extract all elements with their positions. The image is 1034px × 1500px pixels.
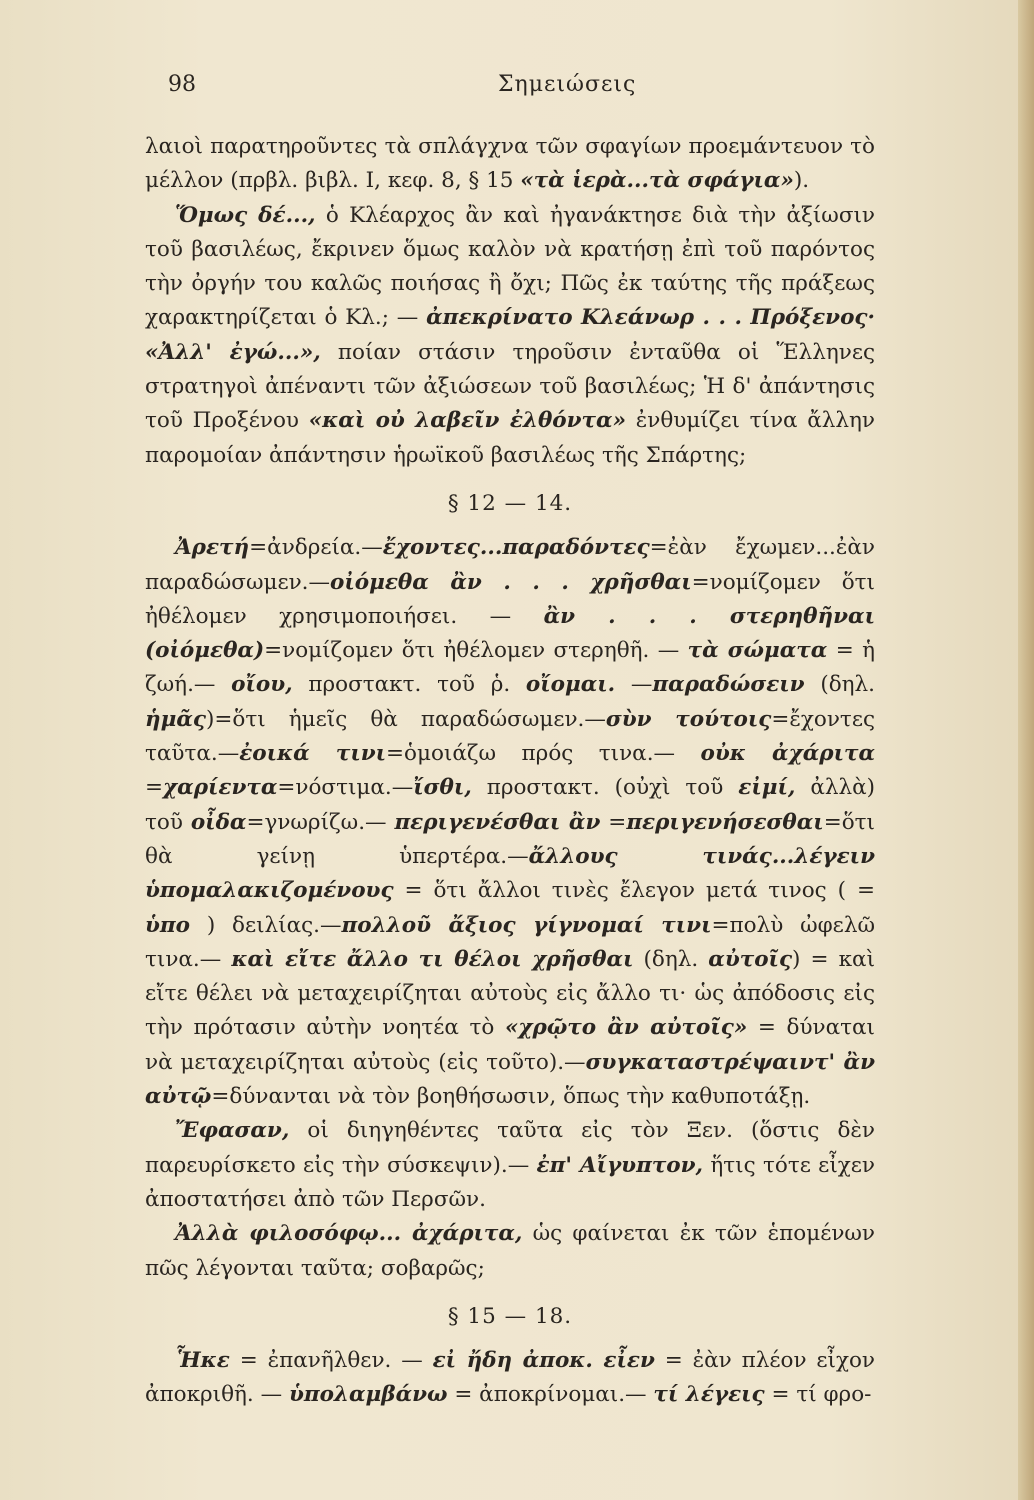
text-run: =νομίζομεν ὅτι ἠθέλομεν στερηθῆ. — xyxy=(264,638,688,664)
text-run: =ἐὰν ἔχωμεν...ἐὰν παραδώσωμεν.— xyxy=(145,535,875,595)
emphasized-term: τί λέγεις xyxy=(653,1382,765,1408)
emphasized-term: εἰ ἤδη ἀποκ. εἶεν xyxy=(432,1348,655,1374)
text-run: ὡς φαίνεται ἐκ τῶν ἑπομένων πῶς λέγονται ταῦτα; σοβαρῶς; xyxy=(145,1221,876,1281)
text-run: =νόστιμα.— xyxy=(277,775,414,801)
text-run: = τί φρο- xyxy=(764,1382,872,1408)
emphasized-term: Ἀλλὰ φιλοσόφῳ... ἀχάριτα, xyxy=(175,1221,523,1247)
emphasized-term: «Ἀλλ' ἐγώ...», xyxy=(145,339,321,365)
text-run: προστακτ. τοῦ ῥ. xyxy=(292,672,526,698)
text-run: (δηλ. xyxy=(633,946,709,972)
emphasized-term: οἴομαι. xyxy=(525,672,616,698)
text-run: =ἀνδρεία.— xyxy=(249,535,383,561)
text-run: =ὅτι θὰ γείνῃ ὑπερτέρα.— xyxy=(145,809,875,869)
text-run: ὁ Κλέαρχος ἂν καὶ ἠγανάκτησε διὰ τὴν ἀξίωσιν τοῦ βασιλέως, ἔκρινεν ὅμως καλὸν νὰ κρατήσῃ ἐπὶ τοῦ παρόντος τὴν ὀργήν του καλῶς ποιήσας ἢ ὄχι; Πῶς ἐκ ταύτης τῆς πράξεως χαρακτηρίζεται ὁ Κλ.; — xyxy=(145,202,876,331)
text-run: (δηλ. xyxy=(804,672,875,698)
emphasized-term: ἂν . . . στερηθῆναι (οἰόμεθα) xyxy=(145,603,876,664)
text-run: ἀλλὰ) τοῦ xyxy=(145,775,875,835)
emphasized-term: ἴσθι, xyxy=(413,775,472,801)
text-run: = ἐὰν πλέον εἶχον ἀποκριθῆ. — xyxy=(145,1348,876,1408)
paragraph xyxy=(145,1217,875,1286)
text-run: =νομίζομεν ὅτι ἠθέλομεν χρησιμοποιήσει. — xyxy=(145,569,875,629)
emphasized-term: ἔχοντες...παραδόντες xyxy=(382,535,650,561)
emphasized-term: Ὅμως δέ..., xyxy=(175,202,316,228)
emphasized-term: ἡμᾶς xyxy=(145,706,207,732)
text-run: § 15 — 18. xyxy=(447,1303,573,1329)
emphasized-term: εἰμί, xyxy=(738,775,796,801)
emphasized-term: αὐτοῖς xyxy=(708,946,793,972)
text-run: = δύναται νὰ μεταχειρίζηται αὐτοὺς (εἰς τοῦτο).— xyxy=(145,1015,875,1075)
text-run: = ὅτι ἄλλοι τινὲς ἔλεγον μετά τινος ( = xyxy=(393,878,875,904)
emphasized-term: ἀπεκρίνατο Κλεάνωρ . . . Πρόξενος· xyxy=(426,305,875,331)
emphasized-term: οἶδα xyxy=(190,809,247,835)
emphasized-term: καὶ εἴτε ἄλλο τι θέλοι χρῆσθαι xyxy=(231,946,634,972)
emphasized-term: «τὰ ἱερὰ...τὰ σφάγια» xyxy=(520,168,794,194)
paragraph xyxy=(145,199,875,473)
section-heading xyxy=(145,1300,875,1334)
emphasized-term: περιγενέσθαι ἂν xyxy=(394,809,601,835)
emphasized-term: τὰ σώματα xyxy=(687,638,828,664)
section-heading xyxy=(145,487,875,521)
emphasized-term: οἰόμεθα ἂν . . . χρῆσθαι xyxy=(330,569,692,595)
emphasized-term: «καὶ οὐ λαβεῖν ἐλθόντα» xyxy=(308,408,627,434)
emphasized-term: «χρῷτο ἂν αὐτοῖς» xyxy=(504,1015,748,1041)
text-run: = ἐπανῆλθεν. — xyxy=(229,1348,433,1374)
text-run: =δύνανται νὰ τὸν βοηθήσωσιν, ὅπως τὴν καθυποτάξῃ. xyxy=(211,1084,811,1110)
emphasized-term: Ἔφασαν, xyxy=(175,1118,290,1144)
emphasized-term: Ἀρετή xyxy=(175,535,250,561)
emphasized-term: παραδώσειν xyxy=(652,672,805,698)
text-run: ἐνθυμίζει τίνα ἄλλην παρομοίαν ἀπάντησιν ἡρωϊκοῦ βασιλέως τῆς Σπάρτης; xyxy=(145,408,875,468)
text-run: λαιοὶ παρατηροῦντες τὰ σπλάγχνα τῶν σφαγίων προεμάντευον τὸ μέλλον (πρβλ. βιβλ. I, κεφ. 8, § 15 xyxy=(145,134,875,194)
emphasized-term: συγκαταστρέψαιντ' ἂν αὐτῷ xyxy=(145,1049,875,1110)
text-run: οἱ διηγηθέντες ταῦτα εἰς τὸν Ξεν. (ὅστις δὲν παρευρίσκετο εἰς τὴν σύσκεψιν).— xyxy=(145,1118,875,1178)
text-run: = xyxy=(600,809,627,835)
text-run: )=ὅτι ἡμεῖς θὰ παραδώσωμεν.— xyxy=(206,706,606,732)
emphasized-term: σὺν τούτοις xyxy=(605,706,772,732)
text-run: ) δειλίας.— xyxy=(190,912,342,938)
text-run: ). xyxy=(793,168,810,194)
text-run: ἥτις τότε εἶχεν ἀποστατήσει ἀπὸ τῶν Περσῶν. xyxy=(145,1152,875,1212)
text-run: =ὁμοιάζω πρός τινα.— xyxy=(386,741,701,767)
emphasized-term: χαρίεντα xyxy=(163,775,278,801)
text-run: =ἔχοντες ταῦτα.— xyxy=(145,706,875,767)
emphasized-term: ὑπολαμβάνω xyxy=(288,1382,448,1408)
body-text xyxy=(145,130,875,1413)
text-run: =πολὺ ὠφελῶ τινα.— xyxy=(145,912,875,972)
text-run: = xyxy=(145,775,164,801)
text-run: =γνωρίζω.— xyxy=(246,809,395,835)
emphasized-term: ἄλλους τινάς...λέγειν ὑπομαλακιζομένους xyxy=(145,843,875,904)
paragraph xyxy=(145,1114,875,1217)
paragraph xyxy=(145,531,875,1114)
emphasized-term: ὑπο xyxy=(145,912,190,938)
emphasized-term: οὐκ ἀχάριτα xyxy=(700,741,875,767)
text-run: = ἡ ζωή.— xyxy=(145,638,875,698)
text-run: ποίαν στάσιν τηροῦσιν ἐνταῦθα οἱ Ἕλληνες στρατηγοὶ ἀπέναντι τῶν ἀξιώσεων τοῦ βασιλέως; Ἡ δ' ἀπάντησις τοῦ Προξένου xyxy=(145,339,876,434)
emphasized-term: ἐοικά τινι xyxy=(239,741,387,767)
emphasized-term: πολλοῦ ἄξιος γίγνομαί τινι xyxy=(341,912,712,938)
paragraph xyxy=(145,130,875,199)
running-title: Σημειώσεις xyxy=(498,72,637,97)
emphasized-term: οἴου, xyxy=(231,672,293,698)
emphasized-term: Ἧκε xyxy=(175,1348,230,1374)
paragraph xyxy=(145,1344,875,1413)
page-number: 98 xyxy=(168,72,196,97)
text-run: = ἀποκρίνομαι.— xyxy=(447,1382,654,1408)
emphasized-term: ἐπ' Αἴγυπτον, xyxy=(536,1152,704,1178)
emphasized-term: περιγενήσεσθαι xyxy=(626,809,824,835)
text-run: προστακτ. (οὐχὶ τοῦ xyxy=(471,775,739,801)
text-run: § 12 — 14. xyxy=(447,490,573,516)
text-run: — xyxy=(615,672,653,698)
page-edge xyxy=(1018,0,1034,1500)
page-header xyxy=(168,72,848,108)
text-run: ) = καὶ εἴτε θέλει νὰ μεταχειρίζηται αὐτοὺς εἰς ἄλλο τι· ὡς ἀπόδοσις εἰς τὴν πρότασιν αὐτὴν νοητέα τὸ xyxy=(145,946,875,1041)
